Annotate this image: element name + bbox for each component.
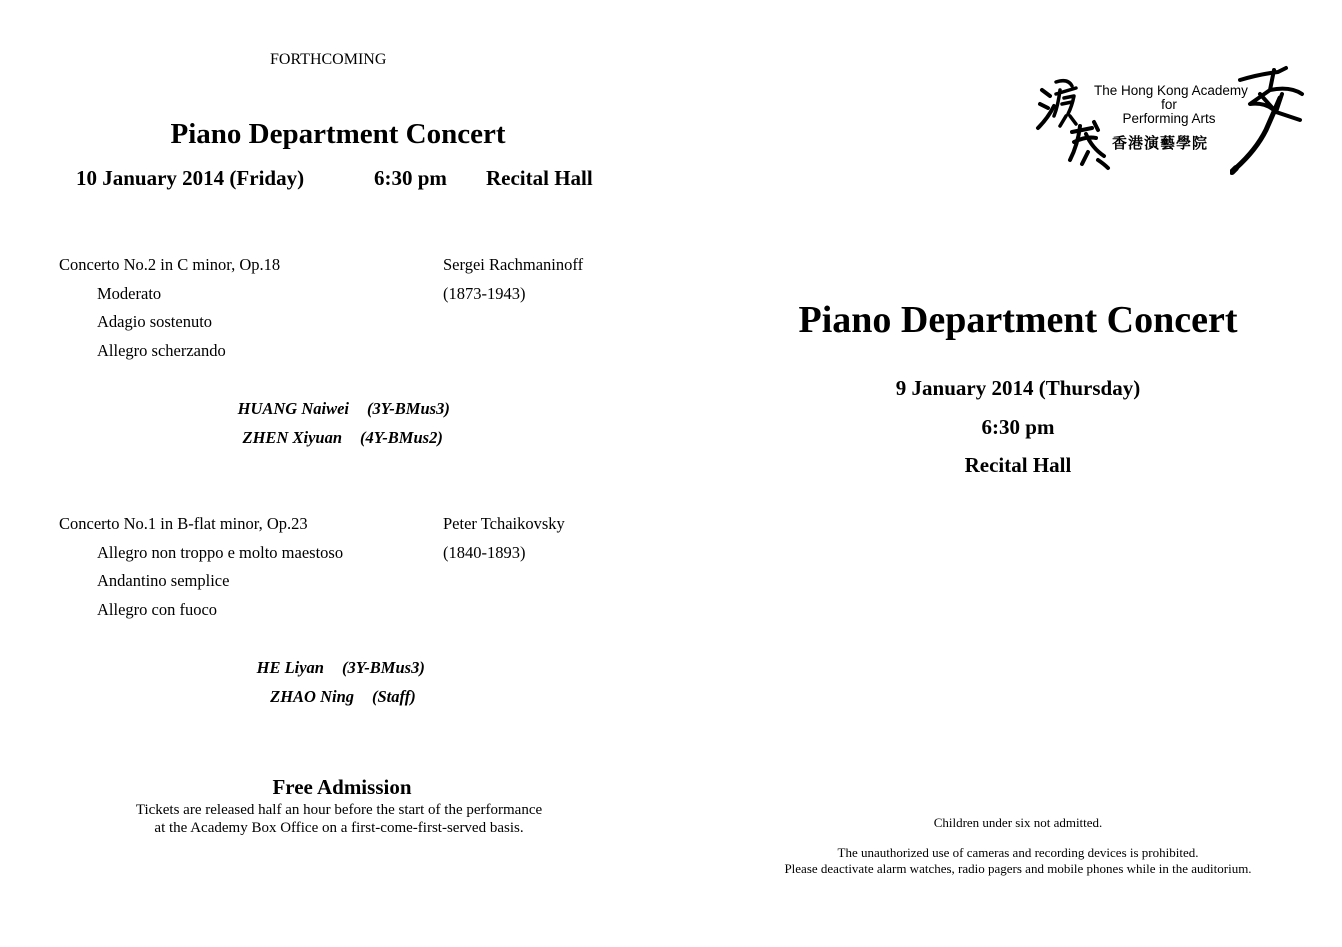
work-composer: Peter Tchaikovsky — [443, 514, 565, 533]
work-composer: Sergei Rachmaninoff — [443, 255, 584, 274]
academy-logo — [1034, 64, 1310, 176]
performer-role: (Staff) — [372, 687, 416, 706]
performer-role: (4Y-BMus2) — [360, 428, 443, 447]
concert-time: 6:30 pm — [981, 415, 1055, 439]
movement: Allegro scherzando — [97, 341, 226, 361]
logo-line: The Hong Kong Academy — [1094, 83, 1248, 98]
movement: Adagio sostenuto — [97, 312, 213, 332]
work-title: Concerto No.1 in B-flat minor, Op.23 — [59, 514, 308, 533]
logo-line: Performing Arts — [1122, 111, 1216, 126]
program-work-1 — [59, 251, 659, 366]
logo-chinese-text: 香港演藝學院 — [1112, 134, 1209, 152]
forthcoming-label: FORTHCOMING — [270, 51, 387, 68]
movement: Allegro non troppo e molto maestoso — [97, 542, 344, 562]
forthcoming-time: 6:30 pm — [374, 166, 447, 190]
performer-name: ZHEN Xiyuan — [242, 428, 342, 447]
logo-line: for — [1161, 97, 1177, 112]
age-restriction-note: Children under six not admitted. — [933, 815, 1103, 830]
forthcoming-concert-title: Piano Department Concert — [170, 118, 506, 150]
ticket-info-line: Tickets are released half an hour before the start of the performance — [135, 802, 543, 818]
performer-name: HUANG Naiwei — [237, 399, 349, 418]
ticket-info-line: at the Academy Box Office on a first-come-first-served basis. — [154, 820, 524, 836]
movement: Moderato — [97, 283, 162, 303]
concert-title: Piano Department Concert — [798, 299, 1238, 341]
composer-dates: (1873-1943) — [443, 283, 526, 303]
movement: Andantino semplice — [97, 571, 230, 591]
academy-star-emblem-icon — [1230, 64, 1312, 176]
forthcoming-date: 10 January 2014 (Friday) — [76, 166, 305, 190]
performer-role: (3Y-BMus3) — [342, 658, 425, 677]
concert-date: 9 January 2014 (Thursday) — [895, 376, 1141, 400]
work-title: Concerto No.2 in C minor, Op.18 — [59, 255, 281, 274]
performer-name: ZHAO Ning — [270, 687, 354, 706]
program-work-2 — [59, 510, 659, 625]
free-admission-heading: Free Admission — [272, 775, 412, 799]
performer-role: (3Y-BMus3) — [367, 399, 450, 418]
forthcoming-venue: Recital Hall — [486, 166, 593, 190]
composer-dates: (1840-1893) — [443, 542, 526, 562]
recording-prohibited-note: The unauthorized use of cameras and recording devices is prohibited. — [837, 845, 1199, 860]
movement: Allegro con fuoco — [97, 600, 218, 620]
concert-venue: Recital Hall — [964, 453, 1072, 477]
logo-english-text — [1094, 83, 1248, 126]
performer-name: HE Liyan — [256, 658, 324, 677]
devices-off-note: Please deactivate alarm watches, radio pagers and mobile phones while in the auditorium. — [784, 861, 1252, 876]
